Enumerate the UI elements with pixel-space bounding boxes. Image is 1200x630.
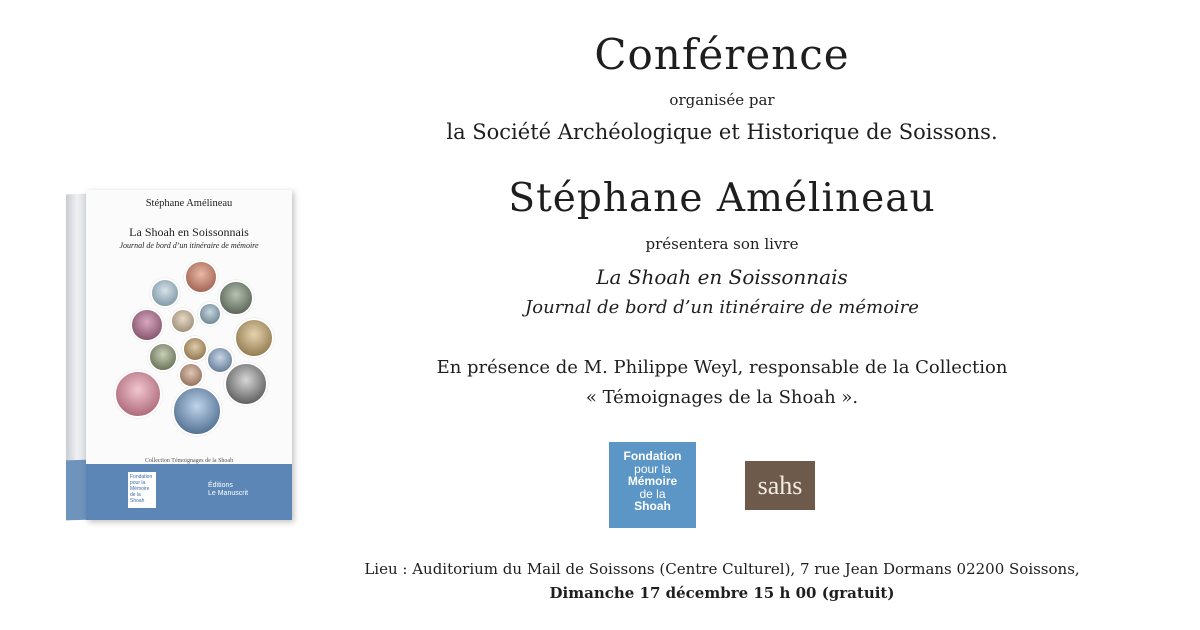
conference-title: Conférence xyxy=(594,30,850,79)
book-subtitle: Journal de bord d’un itinéraire de mémoire xyxy=(525,297,919,318)
presents-text: présentera son livre xyxy=(645,235,799,253)
guest-line-1: En présence de M. Philippe Weyl, responsable de la Collection xyxy=(436,357,1008,378)
fms-line3: Mémoire xyxy=(627,474,678,488)
portrait-photo xyxy=(184,260,218,294)
fondation-memoire-shoah-logo xyxy=(609,442,696,528)
venue-text: Lieu : Auditorium du Mail de Soissons (Centre Culturel), 7 rue Jean Dormans 02200 Soissons, xyxy=(364,560,1080,578)
portrait-photo xyxy=(198,302,222,326)
portrait-photo xyxy=(178,362,204,388)
fms-line5: Shoah xyxy=(634,499,671,513)
portrait-photo xyxy=(172,386,222,436)
portrait-photo xyxy=(170,308,196,334)
guest-line-2: « Témoignages de la Shoah ». xyxy=(585,387,859,408)
book-cover-image xyxy=(66,190,292,520)
portrait-photo xyxy=(114,370,162,418)
organised-by: organisée par xyxy=(669,91,775,109)
cover-bottom-band xyxy=(86,464,292,520)
cover-title: La Shoah en Soissonnais xyxy=(129,225,249,239)
fms-line4: de la xyxy=(639,486,666,501)
date-text: Dimanche 17 décembre 15 h 00 (gratuit) xyxy=(549,584,895,602)
cover-collection: Collection Témoignages de la Shoah xyxy=(144,458,234,464)
cover-fms-logo: Fondation pour la Mémoire de la Shoah xyxy=(128,472,156,508)
portrait-photo xyxy=(218,280,254,316)
publisher-line2: Le Manuscrit xyxy=(208,490,249,497)
publisher-line1: Éditions xyxy=(208,482,233,489)
portrait-photo xyxy=(130,308,164,342)
portrait-photo xyxy=(234,318,274,358)
fms-line1: Fondation xyxy=(623,449,682,463)
society-name: la Société Archéologique et Historique de Soissons. xyxy=(446,120,998,144)
portrait-photo xyxy=(182,336,208,362)
fms-line2: pour la xyxy=(634,461,671,476)
portrait-photo xyxy=(224,362,268,406)
cover-author: Stéphane Amélineau xyxy=(145,198,233,209)
book-title: La Shoah en Soissonnais xyxy=(596,265,848,289)
sahs-logo: sahs xyxy=(745,461,815,510)
book-front-cover xyxy=(86,190,292,520)
cover-subtitle: Journal de bord d’un itinéraire de mémoire xyxy=(119,241,259,250)
portrait-photo xyxy=(150,278,180,308)
speaker-name: Stéphane Amélineau xyxy=(508,176,936,221)
portrait-photo xyxy=(148,342,178,372)
cover-publisher xyxy=(208,482,248,498)
